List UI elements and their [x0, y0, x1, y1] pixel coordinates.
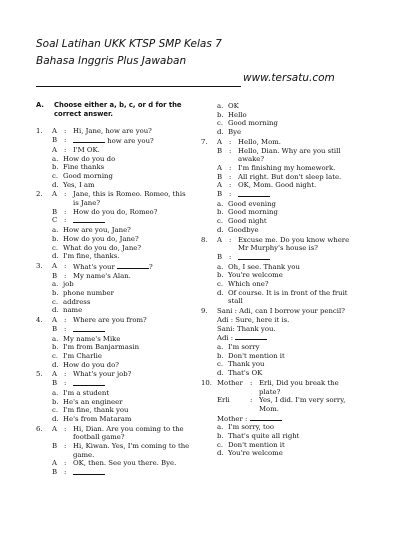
option-continuation: stall	[228, 297, 243, 306]
option: a. How are you, Jane?	[52, 226, 131, 235]
option: b. Good morning	[217, 208, 278, 217]
option: c. What do you do, Jane?	[52, 243, 142, 252]
answer-blank	[73, 136, 105, 143]
option: a. job	[52, 280, 74, 289]
option: c. Good morning	[52, 171, 113, 180]
option: a. Good evening	[217, 199, 276, 208]
option: c. I'm Charlie	[52, 351, 102, 360]
option: b. I'm from Banjarmasin	[52, 343, 140, 352]
option: b. He's an engineer	[52, 397, 123, 406]
option: d. Yes, I am	[52, 180, 95, 189]
option: a. I'm sorry, too	[217, 423, 275, 432]
option: c. Which one?	[217, 280, 269, 289]
option: a. My name's Mike	[52, 334, 121, 343]
answer-blank	[238, 253, 270, 260]
question-8: 8. A : Excuse me. Do you know where Mr Murphy's house is? B : a. Oh, I see. Thank you b. You're welcome c. Which one? d. Of course. It is in front of the fruit stall	[201, 236, 363, 307]
question-4: 4. A : Where are you from? B : a. My name's Mike b. I'm from Banjarmasin c. I'm Charlie d. How do you do?	[36, 316, 199, 369]
option: a. OK	[217, 102, 239, 110]
header-rule	[36, 75, 241, 87]
question-7: 7. A : Hello, Mom. B : Hello, Dian. Why are you still awake? A : I'm finishing my homework. B : All right. But don't sleep late. A : OK, Mom. Good night. B : a. Good evening b. Good morning c. Good night d. Goodbye	[201, 138, 363, 235]
question-2: 2. A : Jane, this is Romeo. Romeo, this is Jane? B : How do you do, Romeo? C : a. How are you, Jane? b. How do you do, Jane? c. What do you do, Jane? d. I'm fine, thanks.	[36, 190, 199, 261]
answer-blank	[238, 190, 270, 197]
option: b. That's quite all right	[217, 432, 300, 441]
option: d. name	[52, 306, 83, 315]
option: d. He's from Mataram	[52, 414, 132, 423]
question-10: 10. Mother : Erli, Did you break the plate? Erli : Yes, I did. I'm very sorry, Mom. Mother : a. I'm sorry, too b. That's quite all right c. Don't mention it d. You're welcome	[201, 379, 363, 458]
option: b. Hello	[217, 110, 247, 119]
option: a. Oh, I see. Thank you	[217, 262, 300, 271]
answer-blank	[73, 468, 105, 475]
option: d. Of course. It is in front of the fruit	[217, 288, 348, 297]
option: b. Don't mention it	[217, 351, 285, 360]
option: c. Good morning	[217, 119, 278, 128]
option: b. You're welcome	[217, 271, 283, 280]
answer-blank	[250, 414, 282, 421]
page-header	[36, 36, 376, 87]
option: d. Goodbye	[217, 225, 259, 234]
option: b. phone number	[52, 289, 114, 298]
answer-blank	[235, 333, 267, 340]
question-6-options	[201, 102, 363, 137]
question-5: 5. A : What's your job? B : a. I'm a student b. He's an engineer c. I'm fine, thank you d. He's from Mataram	[36, 370, 199, 423]
doc-subtitle: Bahasa Inggris Plus Jawaban	[36, 55, 187, 67]
option: a. I'm a student	[52, 388, 110, 397]
question-9: 9. Sani : Adi, can I borrow your pencil? Adi : Sure, here it is. Sani: Thank you. Adi : a. I'm sorry b. Don't mention it c. Thank you d. That's OK	[201, 307, 363, 378]
option: c. Don't mention it	[217, 440, 285, 449]
option: b. Fine thanks	[52, 163, 105, 172]
question-1: 1. A : Hi, Jane, how are you? B : how are you? A : I'M OK. a. How do you do b. Fine thanks c. Good morning d. Yes, I am	[36, 127, 199, 189]
option: c. I'm fine, thank you	[52, 406, 129, 415]
section-heading: A. Choose either a, b, c, or d for the correct answer.	[36, 101, 182, 119]
answer-blank	[73, 325, 105, 332]
option: d. You're welcome	[217, 449, 283, 458]
right-column	[201, 102, 363, 459]
option: c. Thank you	[217, 360, 265, 369]
option: b. How do you do, Jane?	[52, 234, 139, 243]
option: d. That's OK	[217, 369, 263, 378]
option: d. How do you do?	[52, 360, 119, 369]
option: a. I'm sorry	[217, 342, 260, 351]
site-url: www.tersatu.com	[243, 72, 335, 84]
option: c. Good night	[217, 217, 267, 226]
option: d. I'm fine, thanks.	[52, 252, 120, 261]
answer-blank	[73, 216, 105, 223]
option: d. Bye	[217, 128, 242, 137]
doc-title: Soal Latihan UKK KTSP SMP Kelas 7	[36, 38, 222, 50]
answer-blank	[73, 379, 105, 386]
answer-blank	[117, 262, 149, 269]
option: a. How do you do	[52, 154, 116, 163]
option: c. address	[52, 297, 91, 306]
question-6: 6. A : Hi, Dian. Are you coming to the football game? B : Hi, Kiwan. Yes, I'm coming to the game. A : OK, then. See you there. Bye. B :	[36, 424, 190, 477]
header-rule-line	[36, 70, 376, 87]
question-3: 3. A : What's your ? B : My name's Alan. a. job b. phone number c. address d. name	[36, 262, 199, 315]
left-column	[36, 101, 199, 479]
